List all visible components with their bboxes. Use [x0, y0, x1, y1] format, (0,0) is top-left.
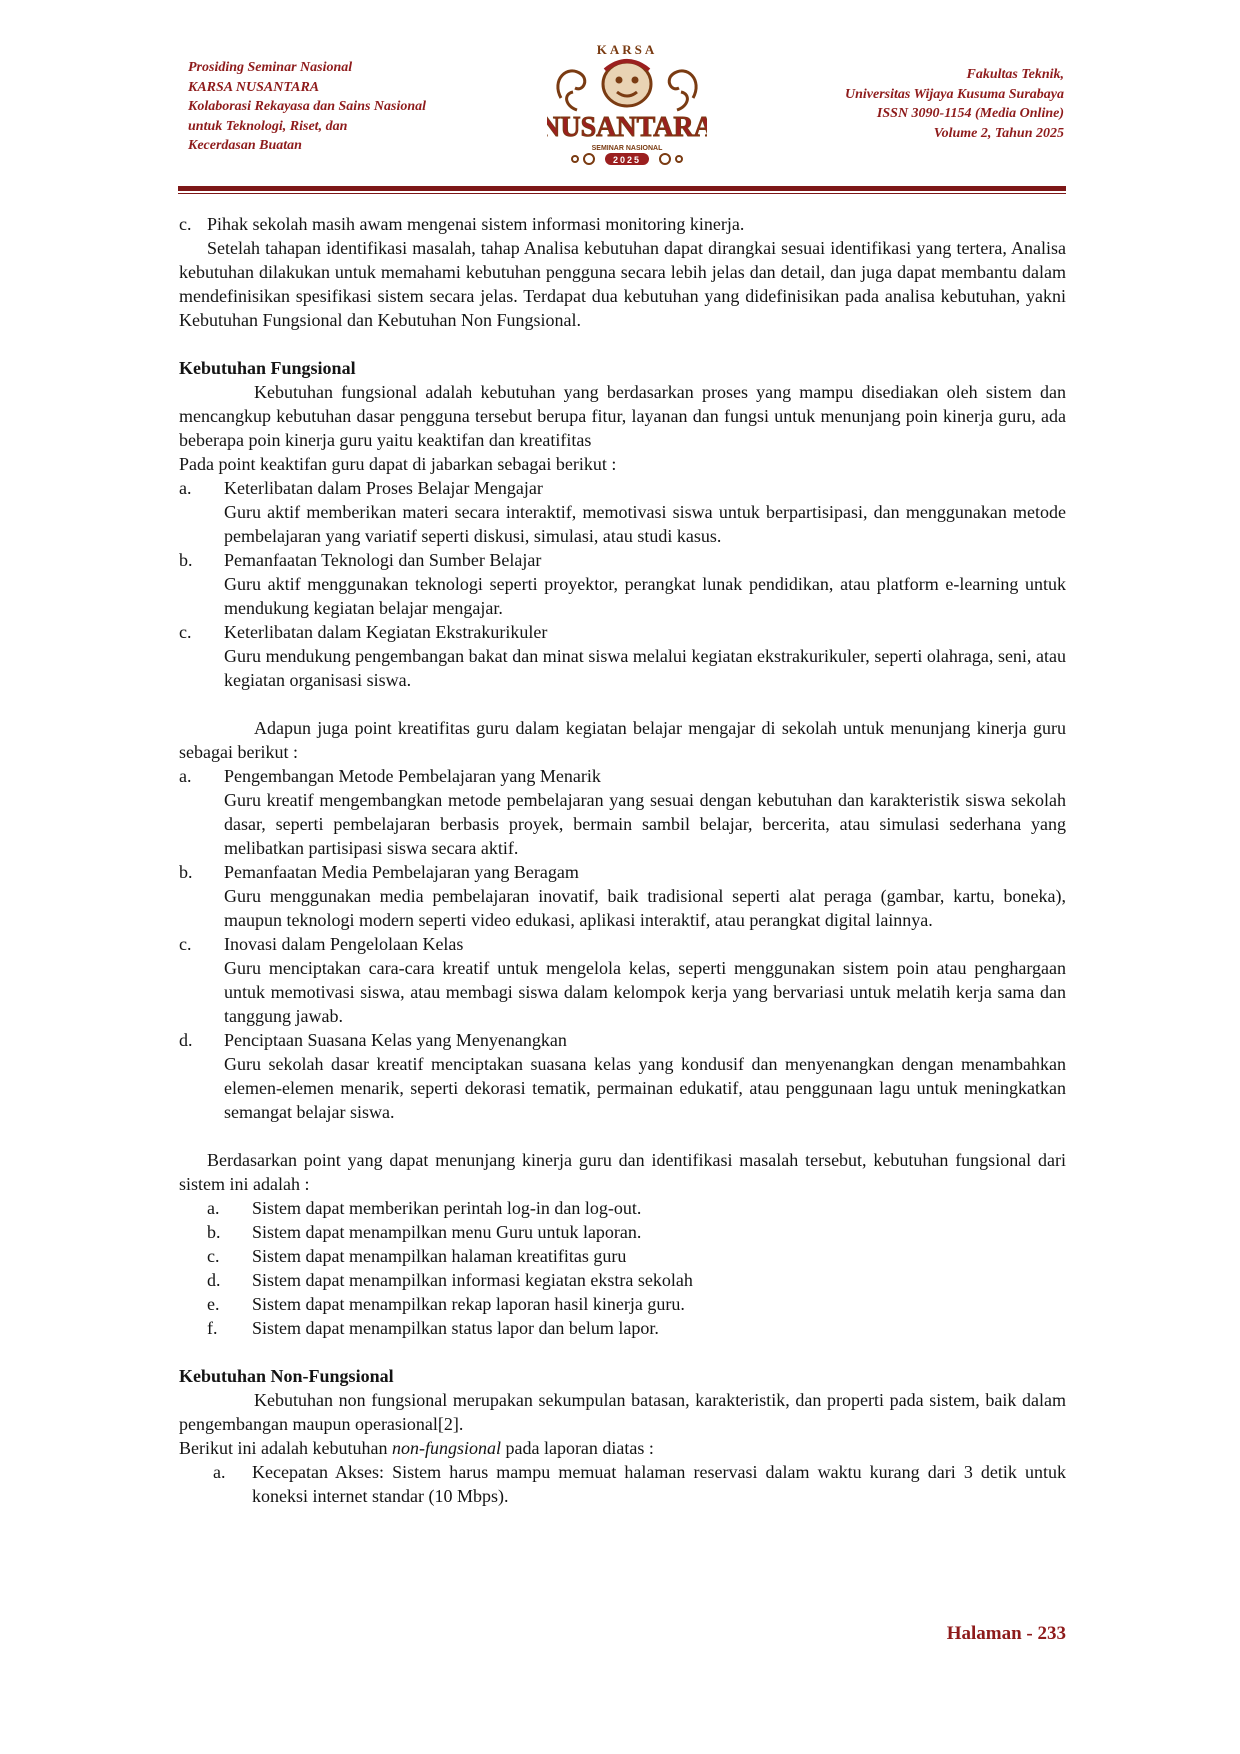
- list-description: Guru aktif memberikan materi secara interaktif, memotivasi siswa untuk berpartisipasi, dan menggunakan metode pembelajaran yang variatif seperti diskusi, simulasi, atau studi kasus.: [224, 502, 1066, 546]
- header-left-line: KARSA NUSANTARA: [188, 79, 320, 95]
- fungsional-paragraph: Kebutuhan fungsional adalah kebutuhan yang berdasarkan proses yang mampu disediakan oleh sistem dan mencangkup kebutuhan dasar pengguna tersebut berupa fitur, layanan dan fungsi untuk menunjang poin kinerja guru, ada beberapa poin kinerja guru yaitu keaktifan dan kreatifitas: [179, 382, 1066, 450]
- list-label: b.: [179, 550, 193, 570]
- header-left-line: untuk Teknologi, Riset, dan: [188, 118, 348, 134]
- list-label: a.: [207, 1198, 220, 1218]
- list-text: Kecepatan Akses: Sistem harus mampu memuat halaman reservasi dalam waktu kurang dari 3 detik untuk koneksi internet standar (10 Mbps).: [252, 1462, 1066, 1506]
- list-title: Pengembangan Metode Pembelajaran yang Menarik: [224, 766, 601, 786]
- list-item: [179, 212, 1066, 236]
- list-description: Guru menciptakan cara-cara kreatif untuk mengelola kelas, seperti menggunakan sistem poin atau penghargaan untuk memotivasi siswa, atau membagi siswa dalam kelompok kerja yang bervariasi untuk melatih kerja sama dan tanggung jawab.: [224, 958, 1066, 1026]
- list-item: [207, 1292, 1066, 1316]
- nonfungsional-list: [179, 1460, 1066, 1508]
- list-text: Sistem dapat memberikan perintah log-in dan log-out.: [252, 1198, 642, 1218]
- list-item: [179, 860, 1066, 884]
- list-description: Guru mendukung pengembangan bakat dan minat siswa melalui kegiatan ekstrakurikuler, seperti olahraga, seni, atau kegiatan organisasi siswa.: [224, 646, 1066, 690]
- list-label: c.: [207, 1246, 220, 1266]
- list-title: Inovasi dalam Pengelolaan Kelas: [224, 934, 464, 954]
- list-item: [179, 476, 1066, 500]
- keaktifan-list: [179, 476, 1066, 692]
- intro-italic-text: non-fungsional: [391, 1438, 501, 1458]
- list-label: c.: [179, 214, 192, 234]
- list-item: [179, 548, 1066, 572]
- list-label: a.: [179, 766, 192, 786]
- nonfungsional-intro: [179, 1436, 1066, 1460]
- kreatifitas-intro: Adapun juga point kreatifitas guru dalam kegiatan belajar mengajar di sekolah untuk menunjang kinerja guru sebagai berikut :: [179, 718, 1066, 762]
- list-text: Pihak sekolah masih awam mengenai sistem informasi monitoring kinerja.: [207, 214, 745, 234]
- logo-year: 2025: [612, 155, 642, 165]
- header-right: [734, 65, 1064, 143]
- logo-top-text: KARSA: [596, 42, 658, 57]
- intro-text: Berikut ini adalah kebutuhan: [179, 1438, 392, 1458]
- list-title: Keterlibatan dalam Kegiatan Ekstrakurikuler: [224, 622, 548, 642]
- list-item: [207, 1244, 1066, 1268]
- logo-sub-text: SEMINAR NASIONAL: [591, 145, 663, 152]
- section-heading-nonfungsional: Kebutuhan Non-Fungsional: [179, 1366, 394, 1386]
- list-label: c.: [179, 934, 192, 954]
- list-label: c.: [179, 622, 192, 642]
- intro-paragraph: Setelah tahapan identifikasi masalah, tahap Analisa kebutuhan dapat dirangkai sesuai identifikasi yang tertera, Analisa kebutuhan dilakukan untuk memahami kebutuhan pengguna secara lebih jelas dan detail, dan juga dapat membantu dalam mendefinisikan spesifikasi sistem secara jelas. Terdapat dua kebutuhan yang didefinisikan pada analisa kebutuhan, yakni Kebutuhan Fungsional dan Kebutuhan Non Fungsional.: [179, 238, 1066, 330]
- list-text: Sistem dapat menampilkan halaman kreatifitas guru: [252, 1246, 627, 1266]
- list-text: Sistem dapat menampilkan rekap laporan hasil kinerja guru.: [252, 1294, 685, 1314]
- list-item: [179, 1028, 1066, 1052]
- list-description: Guru aktif menggunakan teknologi seperti proyektor, perangkat lunak pendidikan, atau platform e-learning untuk mendukung kegiatan belajar mengajar.: [224, 574, 1066, 618]
- header-left-line: Prosiding Seminar Nasional: [188, 60, 353, 75]
- list-item: [179, 764, 1066, 788]
- list-title: Penciptaan Suasana Kelas yang Menyenangkan: [224, 1030, 567, 1050]
- header-divider-thin: [178, 193, 1066, 194]
- header-divider: [178, 186, 1066, 191]
- sistem-list: [179, 1196, 1066, 1340]
- list-description: Guru menggunakan media pembelajaran inovatif, baik tradisional seperti alat peraga (gambar, kartu, boneka), maupun teknologi modern seperti video edukasi, aplikasi interaktif, atau perangkat digital lainnya.: [224, 886, 1066, 930]
- list-description: Guru kreatif mengembangkan metode pembelajaran yang sesuai dengan kebutuhan dan karakteristik siswa sekolah dasar, seperti pembelajaran berbasis proyek, bermain sambil belajar, bercerita, atau simulasi sederhana yang melibatkan partisipasi siswa secara aktif.: [224, 790, 1066, 858]
- intro-text: pada laporan diatas :: [500, 1438, 654, 1458]
- kreatifitas-list: [179, 764, 1066, 1124]
- list-label: a.: [213, 1462, 226, 1482]
- section-heading-fungsional: Kebutuhan Fungsional: [179, 358, 356, 378]
- list-description: Guru sekolah dasar kreatif menciptakan suasana kelas yang kondusif dan menyenangkan dengan menambahkan elemen-elemen menarik, seperti dekorasi tematik, permainan edukatif, atau penggunaan lagu untuk meningkatkan semangat belajar siswa.: [224, 1054, 1066, 1122]
- keaktifan-intro: Pada point keaktifan guru dapat di jabarkan sebagai berikut :: [179, 454, 617, 474]
- list-item: [213, 1460, 1066, 1508]
- list-item: [207, 1268, 1066, 1292]
- list-item: [207, 1220, 1066, 1244]
- header-left-line: Kolaborasi Rekayasa dan Sains Nasional: [188, 99, 427, 114]
- nonfungsional-paragraph: Kebutuhan non fungsional merupakan sekumpulan batasan, karakteristik, dan properti pada sistem, baik dalam pengembangan maupun operasional[2].: [179, 1390, 1066, 1434]
- header-right-line: Fakultas Teknik,: [966, 67, 1064, 82]
- list-item: [207, 1196, 1066, 1220]
- sistem-intro: Berdasarkan point yang dapat menunjang kinerja guru dan identifikasi masalah tersebut, kebutuhan fungsional dari sistem ini adalah :: [179, 1150, 1066, 1194]
- list-label: a.: [179, 478, 192, 498]
- header-right-line: Volume 2, Tahun 2025: [933, 125, 1064, 141]
- list-label: d.: [207, 1270, 221, 1290]
- page-number: Halaman - 233: [946, 1623, 1066, 1644]
- list-label: e.: [207, 1294, 220, 1314]
- list-title: Pemanfaatan Teknologi dan Sumber Belajar: [224, 550, 542, 570]
- karsa-nusantara-logo: [547, 40, 707, 180]
- logo-graphic: [547, 40, 707, 180]
- list-title: Keterlibatan dalam Proses Belajar Mengajar: [224, 478, 543, 498]
- list-label: b.: [207, 1222, 221, 1242]
- list-item: [179, 932, 1066, 956]
- header-right-line: ISSN 3090-1154 (Media Online): [876, 106, 1064, 121]
- list-label: b.: [179, 862, 193, 882]
- list-item: [207, 1316, 1066, 1340]
- list-label: d.: [179, 1030, 193, 1050]
- header-left: [188, 58, 518, 156]
- list-item: [179, 620, 1066, 644]
- header-left-line: Kecerdasan Buatan: [188, 138, 302, 153]
- list-text: Sistem dapat menampilkan menu Guru untuk laporan.: [252, 1222, 642, 1242]
- list-text: Sistem dapat menampilkan status lapor dan belum lapor.: [252, 1318, 659, 1338]
- logo-main-text: NUSANTARA: [547, 112, 707, 143]
- header-right-line: Universitas Wijaya Kusuma Surabaya: [845, 86, 1064, 102]
- list-title: Pemanfaatan Media Pembelajaran yang Beragam: [224, 862, 579, 882]
- list-text: Sistem dapat menampilkan informasi kegiatan ekstra sekolah: [252, 1270, 693, 1290]
- body-content: [179, 212, 1066, 1508]
- list-label: f.: [207, 1318, 218, 1338]
